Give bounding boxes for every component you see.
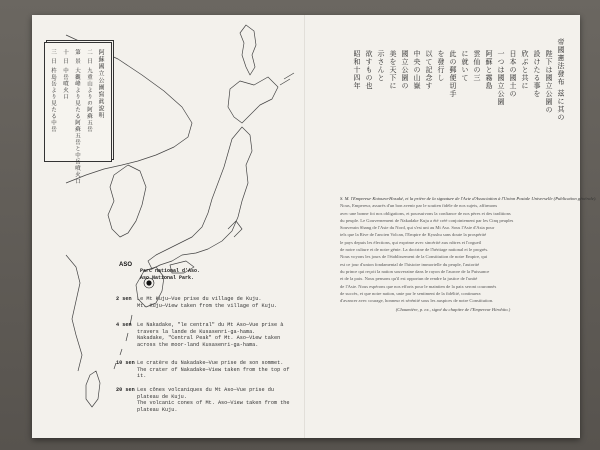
french-paragraph-line: Nous voyons les jours de l'établissement de la Constitution de notre Empire, qui [340, 254, 488, 260]
french-paragraph-line: de notre culture et de notre génie. La doctrine de l'héritage national et le progrès. [340, 247, 489, 253]
map-title [140, 268, 200, 282]
caption-line: it. [137, 373, 147, 380]
jp-column-6: 一つは國立公園 [497, 50, 505, 106]
jp-column-17: 欲すもの也 [365, 50, 373, 90]
french-paragraph-line: Nous, Empereur, assurés d'un bon avenir par le soutien fidèle de nos sujets, affirmons [340, 203, 498, 209]
french-paragraph-line: Souverain Shang de l'Asie du Nord, qui s'est uni au Mt Aso. Sous l'Asie d'Asia pour [340, 225, 495, 231]
caption-line: across the moor-land Kusasenri-ga-hama. [137, 341, 259, 348]
jp-column-8: 雲仙の三 [473, 50, 481, 82]
french-paragraph-line: d'avancer avec courage, honneur et sérénité sous les auspices de notre Constitution. [340, 298, 494, 304]
caption-date: 20 sen [116, 387, 135, 393]
caption-date: 2 sen [116, 296, 132, 302]
caption-line: The crater of Nakadake—View taken from the top of [137, 366, 290, 373]
caption-line: Nakadake, "Central Peak" of Mt. Aso—View taken [137, 335, 281, 342]
jp-column-11: を發行し [437, 50, 445, 82]
french-paragraph-line: de succès, et que notre nation, unie par le sentiment de la fidélité, continuera [340, 290, 481, 296]
french-paragraph-line: du prince qui reçoit la nation souveraine dans le rayon de l'aurore de la Puissance [340, 268, 490, 274]
legend-column-3: 第 景 大觀峰より見たる阿蘇五岳と中岳噴火口 [74, 49, 80, 185]
kuril-islands-outline [280, 73, 294, 85]
french-paragraph-line: avec une bonne foi nos obligations, et poursuivons la confiance de nos pères et des traditions [340, 210, 511, 216]
jp-column-12: 以て記念す [425, 50, 433, 90]
french-paragraph-line: et de la paix. Nous pensons qu'il est opportun de rendre la justice de l'unité [340, 276, 478, 282]
map-title-french: Parc national d'Aso. [140, 268, 201, 274]
map-title-english: Aso National Park. [140, 275, 195, 281]
jp-column-1: 帝國憲法發布 兹に其の [557, 38, 565, 122]
caption-line: Les cônes volcaniques du Mt Aso—Vue prise du [137, 387, 274, 393]
caption-text [137, 387, 299, 413]
legend-column-1: 阿蘇國立公園寫眞說明 [97, 49, 104, 119]
sakhalin-outline [240, 25, 256, 75]
caption-text [137, 322, 299, 348]
jp-column-5: 日本の國土の [509, 50, 517, 98]
caption-line: Le cratère du Nakadake—Vue prise de son sommet. [137, 360, 284, 366]
caption-line: Le Nakadake, "le central" du Mt Aso—Vue prise à [137, 322, 284, 328]
japanese-rescript [346, 28, 568, 178]
french-paragraph-line: du peuple. Le Gouvernement de Nakadake Kuju a été créé conjointement par les Cinq peuples [340, 217, 514, 223]
french-footer: (Chaumière, p. ex., signé du chapitre de l'Empereur Hirohito.) [395, 307, 511, 313]
caption-line: Le Mt Kuju—Vue prise du village de Kuju. [137, 296, 262, 302]
caption-line: Mt. Kuju—View taken from the village of Kuju. [137, 302, 278, 309]
jp-column-10: 此の郵便切手 [449, 50, 457, 98]
jp-column-14: 國立公園の [401, 50, 409, 90]
caption-line: plateau de Kuju. [137, 393, 187, 400]
caption-text [137, 296, 299, 309]
jp-column-15: 美を天下に [389, 50, 397, 90]
jp-column-13: 中央の山嶽 [413, 50, 421, 90]
aso-label: ASO [119, 262, 133, 268]
honshu-outline [148, 127, 252, 269]
caption-date: 4 sen [116, 322, 132, 328]
china-coast [66, 255, 82, 371]
jp-column-16: 示さんと [377, 50, 385, 82]
french-paragraph-line: tels que la Rive de l'ancien Volcan, l'Empire de Kyushu sans doute la prospérité [340, 232, 487, 238]
jp-column-2: 陛下は國立公園の [545, 50, 553, 114]
caption-line: plateau Kuju. [137, 406, 178, 413]
caption-line: travers la lande de Kusasenri-ga-hama. [137, 328, 256, 335]
taiwan-outline [86, 371, 100, 407]
french-paragraph-line: est ce jour d'union fondamental de l'histoire immortelle du peuple, l'autorité [340, 261, 480, 267]
french-paragraph-line: le pays depuis les élections, qui exprime avec sincérité aux nôtres et l'orgueil [340, 239, 482, 245]
hokkaido-outline [228, 77, 278, 123]
jp-column-4: 欣ぶと共に [521, 50, 529, 90]
french-heading: S. M. l'Empereur Kotoura-Hosuké, et la prière de la signature de l'Acte d'Association à l'Union Postale Universelle (Publication générale). [340, 196, 597, 201]
jp-column-18: 昭和十四年 [353, 50, 361, 90]
legend-column-4: 十 日 中岳噴火口 [62, 49, 68, 100]
caption-date: 10 sen [116, 360, 135, 366]
photo-legend-box [44, 42, 112, 185]
jp-column-3: 設けたる事を [533, 50, 541, 98]
center-fold [304, 15, 306, 438]
caption-text [137, 360, 299, 380]
korea-outline [108, 165, 146, 237]
caption-line: The volcanic cones of Mt. Aso—View taken from the [137, 400, 290, 407]
french-translation [340, 195, 597, 314]
jp-column-7: 阿蘇と霧島 [485, 50, 493, 90]
jp-column-9: に就いて [461, 50, 469, 82]
legend-column-5: 三 日 杵島岳より見たる中岳 [50, 49, 56, 133]
french-paragraph-line: de l'Asie. Nous espérons que nos efforts pour le maintien de la paix seront couronnés [340, 283, 497, 289]
legend-column-2: 二 日 九重山よりの阿蘇五岳 [86, 49, 92, 133]
